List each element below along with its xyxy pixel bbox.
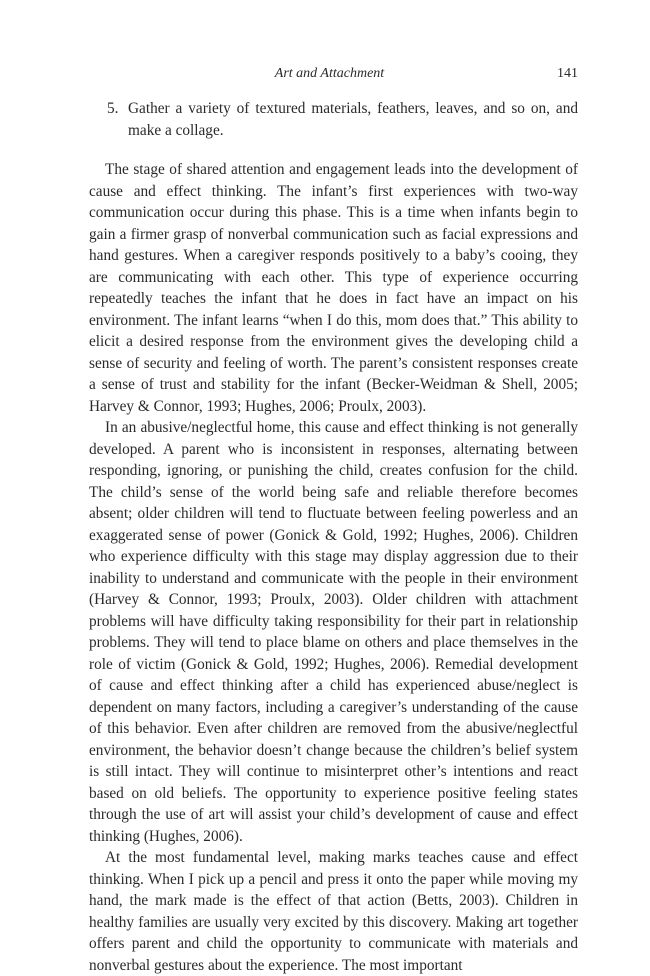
- running-header: [89, 66, 578, 88]
- running-title: Art and Attachment: [274, 66, 385, 81]
- paragraph-cause-effect-development: The stage of shared attention and engagement leads into the development of cause and effect thinking. The infant’s first experiences with two-way communication occur during this phase. This is a time when infants begin to gain a firmer grasp of nonverbal communication such as facial expressions and hand gestures. When a caregiver responds positively to a baby’s cooing, they are communicating with each other. This type of experience occurring repeatedly teaches the infant that he does in fact have an impact on his environment. The infant learns “when I do this, mom does that.” This ability to elicit a desired response from the environment gives the developing child a sense of security and feeling of worth. The parent’s consistent responses create a sense of trust and stability for the infant (Becker-Weidman & Shell, 2005; Harvey & Connor, 1993; Hughes, 2006; Proulx, 2003).: [89, 161, 578, 415]
- book-page: [89, 66, 578, 976]
- paragraph-making-marks: At the most fundamental level, making marks teaches cause and effect thinking. When I pick up a pencil and press it onto the paper while moving my hand, the mark made is the effect of that action (Betts, 2003). Children in healthy families are usually very excited by this discovery. Making art together offers parent and child the opportunity to communicate with materials and nonverbal gestures about the experience. The most important: [89, 849, 578, 974]
- page-number: 141: [557, 66, 578, 81]
- paragraph-abusive-neglectful-home: In an abusive/neglectful home, this cause and effect thinking is not generally developed. A parent who is inconsistent in responses, alternating between responding, ignoring, or punishing the child, creates confusion for the child. The child’s sense of the world being safe and reliable therefore becomes absent; older children will tend to fluctuate between feeling powerless and an exaggerated sense of power (Gonick & Gold, 1992; Hughes, 2006). Children who experience difficulty with this stage may display aggression due to their inability to understand and communicate with the people in their environment (Harvey & Connor, 1993; Proulx, 2003). Older children with attachment problems will have difficulty taking responsibility for their part in relationship problems. They will tend to place blame on others and place themselves in the role of victim (Gonick & Gold, 1992; Hughes, 2006). Remedial development of cause and effect thinking after a child has experienced abuse/neglect is dependent on many factors, including a caregiver’s understanding of the cause of this behavior. Even after children are removed from the abusive/neglectful environment, the behavior doesn’t change because the children’s belief system is still intact. They will continue to misinterpret other’s intentions and react based on old beliefs. The opportunity to experience positive feeling states through the use of art will assist your child’s development of cause and effect thinking (Hughes, 2006).: [89, 419, 578, 845]
- body-text: [89, 159, 578, 976]
- list-item-number: 5.: [107, 100, 119, 117]
- list-item-text: Gather a variety of textured materials, feathers, leaves, and so on, and make a collage.: [128, 100, 578, 139]
- numbered-list-item: [89, 98, 578, 141]
